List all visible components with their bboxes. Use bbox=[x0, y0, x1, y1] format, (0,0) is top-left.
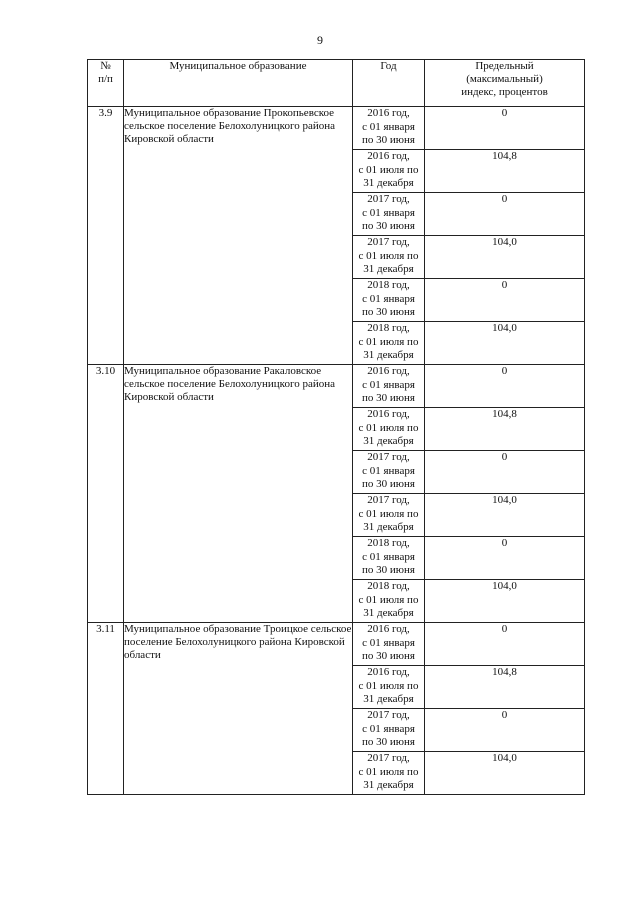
index-value: 0 bbox=[425, 537, 585, 580]
year-period-line: 2016 год, bbox=[367, 365, 410, 377]
year-period-line: с 01 июля по bbox=[358, 507, 419, 520]
table-row bbox=[88, 623, 585, 666]
year-period bbox=[353, 494, 425, 537]
municipality-name: Муниципальное образование Троицкое сельское поселение Белохолуницкого района Кировской области bbox=[124, 623, 353, 795]
year-period bbox=[353, 236, 425, 279]
year-period-line: 2017 год, bbox=[367, 709, 410, 721]
year-period-line: с 01 января bbox=[362, 292, 415, 305]
index-value: 0 bbox=[425, 365, 585, 408]
year-period bbox=[353, 752, 425, 795]
year-period-line: с 01 июля по bbox=[358, 421, 419, 434]
year-period-line: 31 декабря bbox=[363, 435, 414, 447]
year-period bbox=[353, 107, 425, 150]
year-period-line: 31 декабря bbox=[363, 349, 414, 361]
year-period bbox=[353, 365, 425, 408]
year-period-line: с 01 января bbox=[362, 722, 415, 735]
year-period-line: с 01 января bbox=[362, 464, 415, 477]
municipality-name: Муниципальное образование Прокопьевское сельское поселение Белохолуницкого района Кировской области bbox=[124, 107, 353, 365]
table-row bbox=[88, 107, 585, 150]
year-period-line: 2017 год, bbox=[367, 494, 410, 506]
year-period-line: с 01 января bbox=[362, 378, 415, 391]
row-number: 3.10 bbox=[88, 365, 124, 623]
year-period bbox=[353, 322, 425, 365]
year-period-line: по 30 июня bbox=[362, 478, 415, 490]
year-period-line: по 30 июня bbox=[362, 650, 415, 662]
header-municipality: Муниципальное образование bbox=[124, 60, 353, 107]
year-period bbox=[353, 537, 425, 580]
year-period-line: 2016 год, bbox=[367, 150, 410, 162]
year-period bbox=[353, 279, 425, 322]
index-value: 104,0 bbox=[425, 322, 585, 365]
year-period bbox=[353, 709, 425, 752]
year-period bbox=[353, 193, 425, 236]
table-row bbox=[88, 365, 585, 408]
header-index: Предельный (максимальный) индекс, процентов bbox=[425, 60, 585, 107]
year-period-line: с 01 января bbox=[362, 636, 415, 649]
year-period bbox=[353, 150, 425, 193]
year-period-line: 2016 год, bbox=[367, 408, 410, 420]
year-period bbox=[353, 408, 425, 451]
index-value: 0 bbox=[425, 709, 585, 752]
table-header-row bbox=[88, 60, 585, 107]
table-body bbox=[88, 107, 585, 795]
municipality-name: Муниципальное образование Ракаловское сельское поселение Белохолуницкого района Кировской области bbox=[124, 365, 353, 623]
year-period-line: по 30 июня bbox=[362, 736, 415, 748]
year-period-line: по 30 июня bbox=[362, 134, 415, 146]
year-period bbox=[353, 451, 425, 494]
year-period-line: 31 декабря bbox=[363, 607, 414, 619]
year-period bbox=[353, 580, 425, 623]
year-period-line: 2018 год, bbox=[367, 580, 410, 592]
row-number: 3.11 bbox=[88, 623, 124, 795]
year-period-line: с 01 июля по bbox=[358, 679, 419, 692]
header-year: Год bbox=[353, 60, 425, 107]
year-period-line: 2017 год, bbox=[367, 236, 410, 248]
year-period-line: с 01 января bbox=[362, 550, 415, 563]
year-period-line: с 01 января bbox=[362, 120, 415, 133]
year-period-line: с 01 июля по bbox=[358, 249, 419, 262]
index-value: 104,8 bbox=[425, 666, 585, 709]
year-period-line: 31 декабря bbox=[363, 521, 414, 533]
year-period-line: 2016 год, bbox=[367, 623, 410, 635]
year-period bbox=[353, 666, 425, 709]
year-period-line: 2018 год, bbox=[367, 537, 410, 549]
year-period-line: 31 декабря bbox=[363, 693, 414, 705]
index-value: 104,0 bbox=[425, 580, 585, 623]
row-number: 3.9 bbox=[88, 107, 124, 365]
year-period-line: 2018 год, bbox=[367, 279, 410, 291]
year-period-line: 2017 год, bbox=[367, 752, 410, 764]
year-period-line: 2017 год, bbox=[367, 193, 410, 205]
year-period-line: с 01 июля по bbox=[358, 163, 419, 176]
index-value: 0 bbox=[425, 107, 585, 150]
index-value: 0 bbox=[425, 451, 585, 494]
index-value: 0 bbox=[425, 279, 585, 322]
year-period-line: 2018 год, bbox=[367, 322, 410, 334]
year-period-line: по 30 июня bbox=[362, 564, 415, 576]
year-period bbox=[353, 623, 425, 666]
year-period-line: 31 декабря bbox=[363, 779, 414, 791]
year-period-line: 2016 год, bbox=[367, 666, 410, 678]
year-period-line: по 30 июня bbox=[362, 392, 415, 404]
year-period-line: с 01 января bbox=[362, 206, 415, 219]
tariff-index-table bbox=[87, 59, 585, 795]
year-period-line: с 01 июля по bbox=[358, 593, 419, 606]
year-period-line: по 30 июня bbox=[362, 220, 415, 232]
year-period-line: по 30 июня bbox=[362, 306, 415, 318]
index-value: 104,8 bbox=[425, 408, 585, 451]
index-value: 104,0 bbox=[425, 752, 585, 795]
year-period-line: 31 декабря bbox=[363, 263, 414, 275]
index-value: 104,0 bbox=[425, 236, 585, 279]
page-number: 9 bbox=[317, 33, 323, 47]
year-period-line: 2017 год, bbox=[367, 451, 410, 463]
index-value: 104,0 bbox=[425, 494, 585, 537]
year-period-line: 2016 год, bbox=[367, 107, 410, 119]
year-period-line: с 01 июля по bbox=[358, 335, 419, 348]
year-period-line: 31 декабря bbox=[363, 177, 414, 189]
header-num: № п/п bbox=[88, 60, 124, 107]
index-value: 0 bbox=[425, 623, 585, 666]
index-value: 0 bbox=[425, 193, 585, 236]
index-value: 104,8 bbox=[425, 150, 585, 193]
year-period-line: с 01 июля по bbox=[358, 765, 419, 778]
